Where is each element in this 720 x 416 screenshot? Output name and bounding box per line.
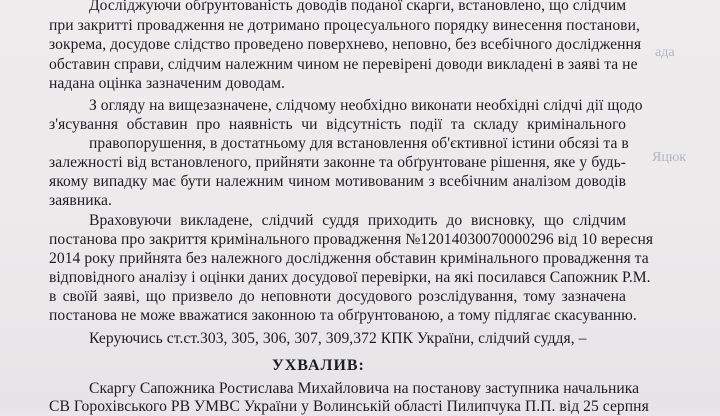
text-line: обставин справи, слідчим належним чином не перевірені доводи викладені в заяві та не [49, 56, 638, 73]
text-line: відповідного аналізу і оцінки даних досудової перевірки, на які посилався Сапожник Р.М. [49, 269, 651, 286]
text-line: 2014 року прийнята без належного дослідження обставин кримінального провадження та [49, 250, 649, 267]
text-line: Скаргу Сапожника Ростислава Михайловича на постанову заступника начальника [89, 380, 640, 397]
text-line: надана оцінка зазначеним доводам. [49, 75, 285, 92]
text-line: правопорушення, в достатньому для встановлення об'єктивної істини обсязі та в [89, 135, 629, 152]
text-line: постанова не може вважатися законною та обґрунтованою, а тому підлягає скасуванню. [49, 307, 637, 324]
text-line: З огляду на вищезазначене, слідчому необхідно виконати необхідні слідчі дії щодо [89, 97, 643, 114]
text-line: зокрема, досудове слідство проведено поверхнево, неповно, без всебічного дослідження [49, 36, 642, 53]
text-line: в своїй заяві, що призвело до неповноти досудового розслідування, тому зазначена [49, 288, 626, 305]
text-line: Керуючись ст.ст.303, 305, 306, 307, 309,372 КПК України, слідчий суддя, – [89, 330, 587, 347]
text-line: Досліджуючи обґрунтованість доводів поданої скарги, встановлено, що слідчим [89, 0, 627, 14]
text-line: з'ясування обставин про наявність чи відсутність події та складу кримінального [49, 116, 626, 133]
text-line: постанова про закриття кримінального провадження №12014030070000296 від 10 вересня [49, 231, 654, 248]
text-line: Враховуючи викладене, слідчий суддя приходить до висновку, що слідчим [89, 212, 626, 229]
text-line: при закритті провадження не дотримано процесуального порядку винесення постанови, [49, 17, 640, 34]
text-line: СВ Горохівського РВ УМВС України у Волинській області Пилипчука П.П. від 25 серпня [49, 398, 649, 415]
ruling-heading: УХВАЛИВ: [272, 357, 365, 374]
text-line: заявника. [49, 192, 112, 209]
text-line: залежності від встановленого, прийняти законне та обґрунтоване рішення, яке у будь- [49, 154, 626, 171]
show-through-text: Яцюк [652, 150, 687, 165]
show-through-text: ада [655, 45, 675, 60]
text-line: якому випадку має бути належним чином мотивованим з всебічним аналізом доводів [49, 173, 626, 190]
